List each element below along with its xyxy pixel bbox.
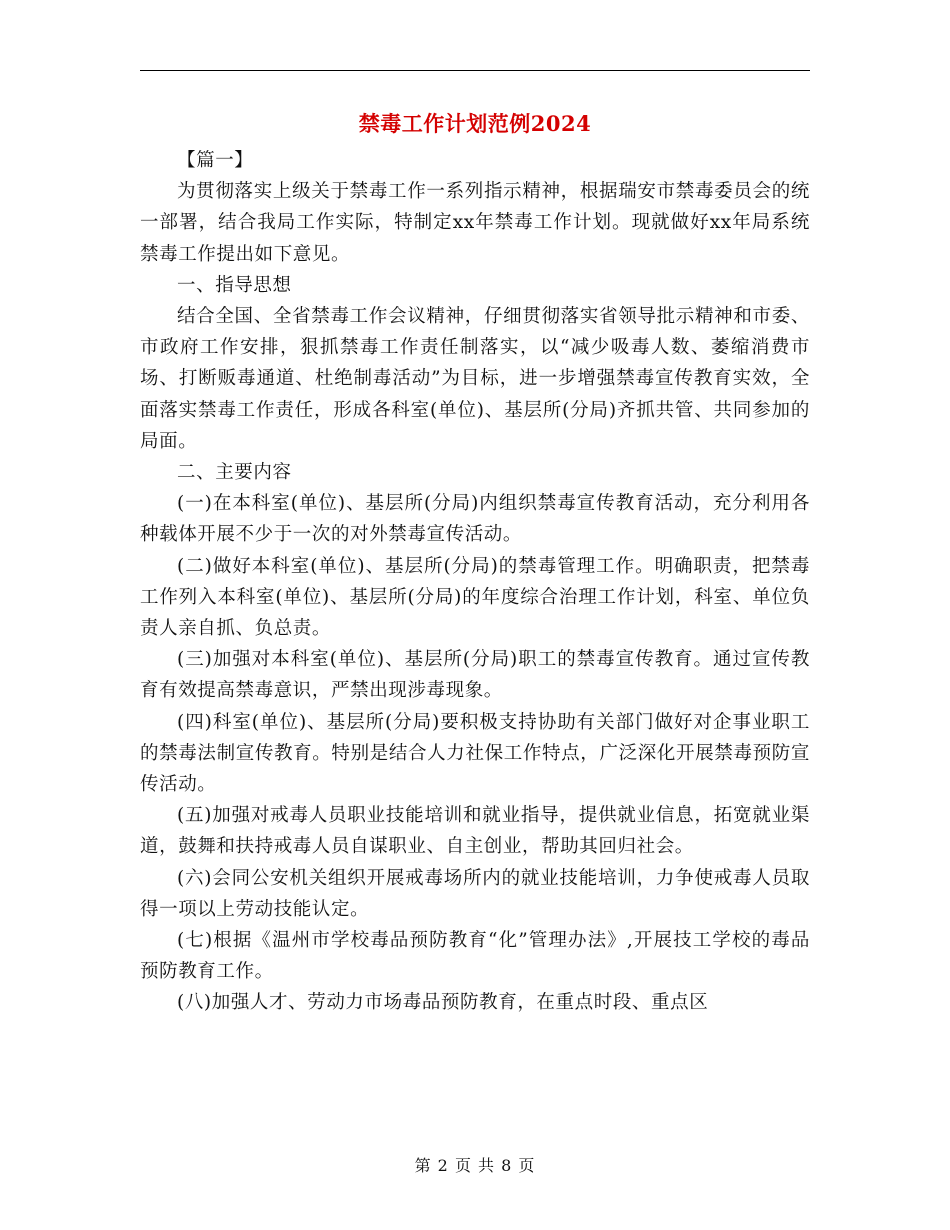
paragraph-item-3: (三)加强对本科室(单位)、基层所(分局)职工的禁毒宣传教育。通过宣传教育有效提高禁毒意识，严禁出现涉毒现象。	[140, 649, 810, 702]
heading-guiding-ideology: 一、指导思想	[177, 274, 292, 296]
section-label: 【篇一】	[177, 150, 254, 171]
document-body	[140, 145, 810, 1019]
paragraph-item-8: (八)加强人才、劳动力市场毒品预防教育，在重点时段、重点区	[177, 992, 709, 1014]
heading-main-content: 二、主要内容	[177, 462, 292, 484]
paragraph-item-4: (四)科室(单位)、基层所(分局)要积极支持协助有关部门做好对企事业职工的禁毒法制宣传教育。特别是结合人力社保工作特点，广泛深化开展禁毒预防宣传活动。	[140, 711, 810, 796]
document-title: 禁毒工作计划范例2024	[358, 111, 592, 136]
paragraph-item-5: (五)加强对戒毒人员职业技能培训和就业指导，提供就业信息，拓宽就业渠道，鼓舞和扶持戒毒人员自谋职业、自主创业，帮助其回归社会。	[140, 805, 810, 858]
paragraph-intro: 为贯彻落实上级关于禁毒工作一系列指示精神，根据瑞安市禁毒委员会的统一部署，结合我局工作实际，特制定xx年禁毒工作计划。现就做好xx年局系统禁毒工作提出如下意见。	[140, 181, 810, 265]
paragraph-item-6: (六)会同公安机关组织开展戒毒场所内的就业技能培训，力争使戒毒人员取得一项以上劳动技能认定。	[140, 867, 810, 920]
paragraph-item-2: (二)做好本科室(单位)、基层所(分局)的禁毒管理工作。明确职责，把禁毒工作列入本科室(单位)、基层所(分局)的年度综合治理工作计划，科室、单位负责人亲自抓、负总责。	[140, 555, 810, 640]
paragraph-guiding-ideology: 结合全国、全省禁毒工作会议精神，仔细贯彻落实省领导批示精神和市委、市政府工作安排，狠抓禁毒工作责任制落实，以“减少吸毒人数、萎缩消费市场、打断贩毒通道、杜绝制毒活动”为目标，进一步增强禁毒宣传教育实效，全面落实禁毒工作责任，形成各科室(单位)、基层所(分局)齐抓共管、共同参加的局面。	[140, 306, 810, 452]
paragraph-item-1: (一)在本科室(单位)、基层所(分局)内组织禁毒宣传教育活动，充分利用各种载体开展不少于一次的对外禁毒宣传活动。	[140, 493, 810, 546]
page-number-footer: 第 2 页 共 8 页	[414, 1156, 536, 1175]
paragraph-item-7: (七)根据《温州市学校毒品预防教育“化”管理办法》,开展技工学校的毒品预防教育工作。	[140, 930, 810, 983]
header-rule	[140, 70, 810, 71]
